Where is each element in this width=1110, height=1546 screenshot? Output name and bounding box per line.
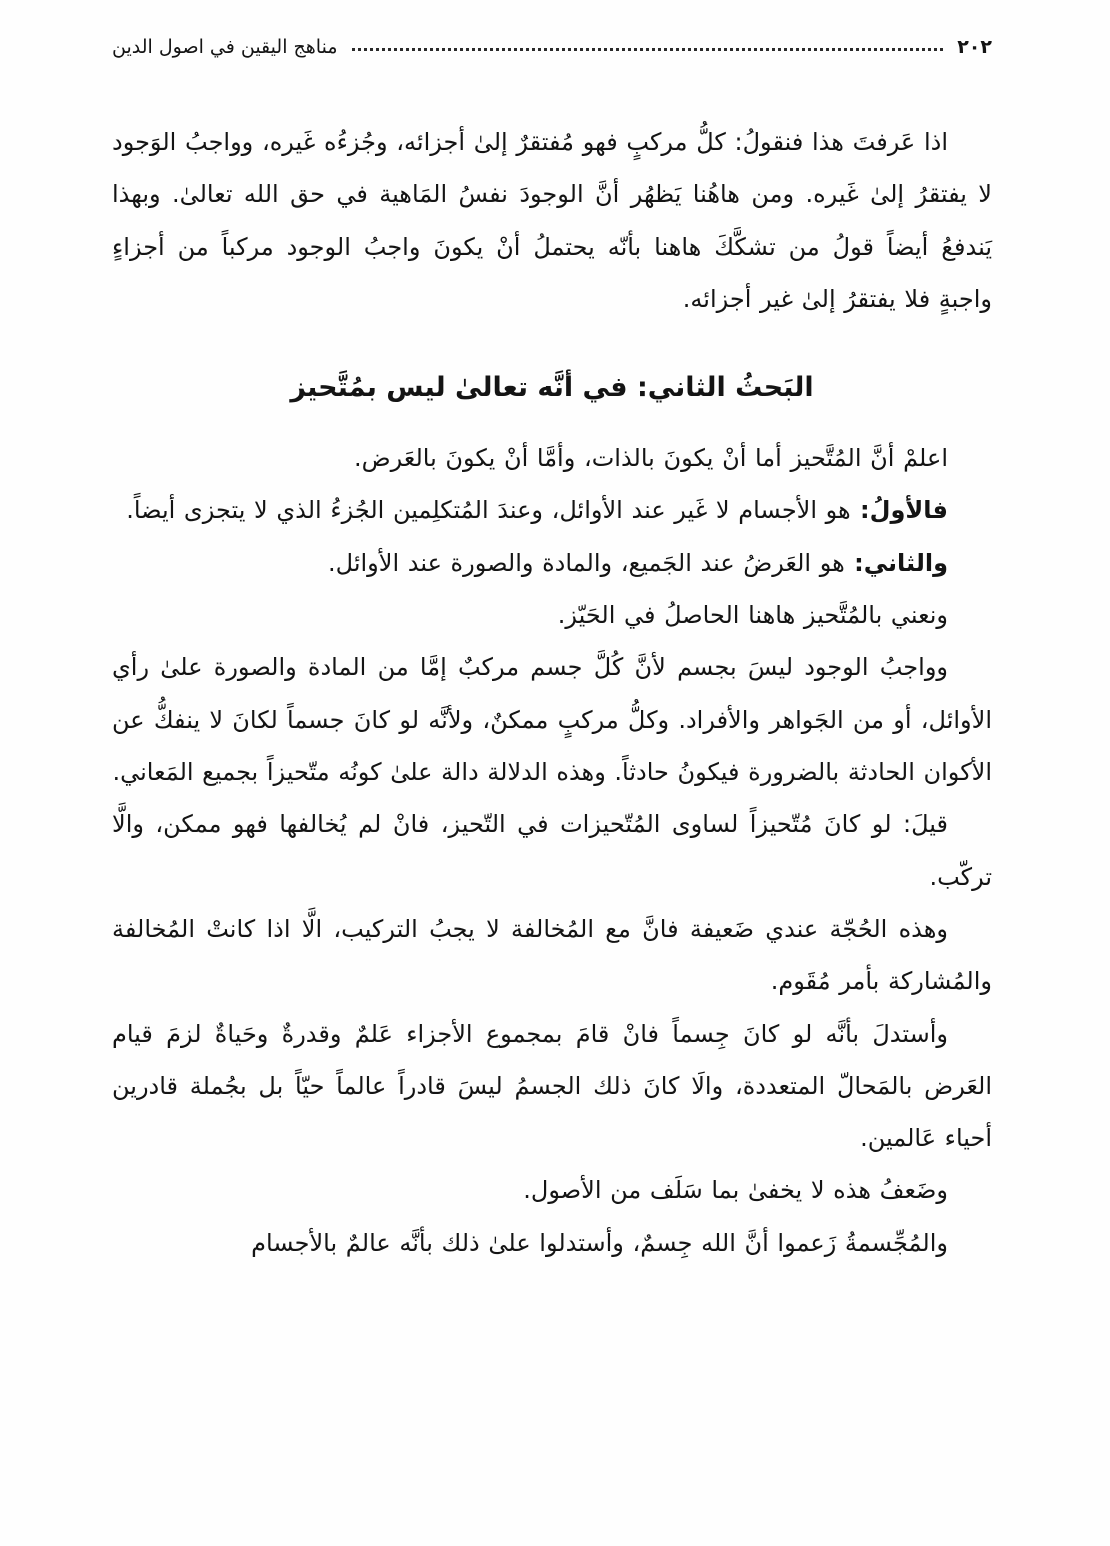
paragraph-lead: فالأولُ: [850, 496, 948, 525]
paragraph: اعلمْ أنَّ المُتَّحيز أما أنْ يكونَ بالذات، وأمَّا أنْ يكونَ بالعَرض. [353, 444, 948, 473]
paragraph: وهذه الحُجّة عندي ضَعيفة فانَّ مع المُخالفة لا يجبُ التركيب، الَّا اذا كانتْ المُخالفة والمُشاركة بأمر مُقَوم. [112, 914, 992, 996]
paragraph: وأستدلَ بأنَّه لو كانَ جِسماً فانْ قامَ بمجموع الأجزاء عَلمٌ وقدرةٌ وحَياةٌ لزمَ قيام العَرض بالمَحالّ المتعددة، والَا كانَ ذلك الجسمُ ليسَ قادراً عالماً حيّاً بل بجُملة قادرين أحياء عَالمين. [112, 1019, 992, 1153]
section-heading: البَحثُ الثاني: في أنَّه تعالىٰ ليس بمُتَّحيز [290, 372, 814, 404]
book-title: مناهج اليقين في اصول الدين [112, 36, 338, 58]
paragraph: قيلَ: لو كانَ مُتّحيزاً لساوى المُتّحيزات في التّحيز، فانْ لم يُخالفها فهو ممكن، والَّا تركّب. [112, 810, 992, 891]
paragraph: ونعني بالمُتَّحيز هاهنا الحاصلُ في الحَيّز. [557, 601, 948, 630]
paragraph: والثاني: هو العَرضُ عند الجَميع، والمادة والصورة عند الأوائل. [328, 548, 948, 577]
paragraph: والمُجِّسمةُ زَعموا أنَّ الله جِسمٌ، وأستدلوا علىٰ ذلك بأنَّه عالمٌ بالأجسام [251, 1228, 948, 1257]
header-leader-dots [352, 48, 944, 51]
paragraph: وضَعفُ هذه لا يخفىٰ بما سَلَف من الأصول. [523, 1176, 948, 1205]
paragraph-lead: والثاني: [844, 548, 948, 577]
paragraph: وواجبُ الوجود ليسَ بجسم لأنَّ كُلَّ جسم مركبٌ إمَّا من المادة والصورة علىٰ رأي الأوائل، أو من الجَواهر والأفراد. وكلُّ مركبٍ ممكنٌ، ولأنَّه لو كانَ جسماً لكانَ لا ينفكُّ عن الأكوان الحادثة بالضرورة فيكونُ حادثاً. وهذه الدلالة دالة علىٰ كونُه متّحيزاً بجميع المَعاني. [112, 653, 992, 786]
page-body [112, 116, 992, 1269]
paragraph: اذا عَرفتَ هذا فنقولُ: كلُّ مركبٍ فهو مُفتقرٌ إلىٰ أجزائه، وجُزءُه غَيره، وواجبُ الوَجود لا يفتقرُ إلىٰ غَيره. ومن هاهُنا يَظهُر أنَّ الوجودَ نفسُ المَاهية في حق الله تعالىٰ. وبهذا يَندفعُ أيضاً قولُ من تشكَّكَ هاهنا بأنّه يحتملُ أنْ يكونَ واجبُ الوجود مركباً من أجزاءٍ واجبةٍ فلا يفتقرُ إلىٰ غير أجزائه. [112, 128, 992, 313]
running-header [112, 36, 992, 58]
page-number: ٢٠٢ [957, 36, 992, 58]
paragraph: فالأولُ: هو الأجسام لا غَير عند الأوائل، وعندَ المُتكلِمين الجُزءُ الذي لا يتجزى أيضاً. [126, 496, 948, 525]
